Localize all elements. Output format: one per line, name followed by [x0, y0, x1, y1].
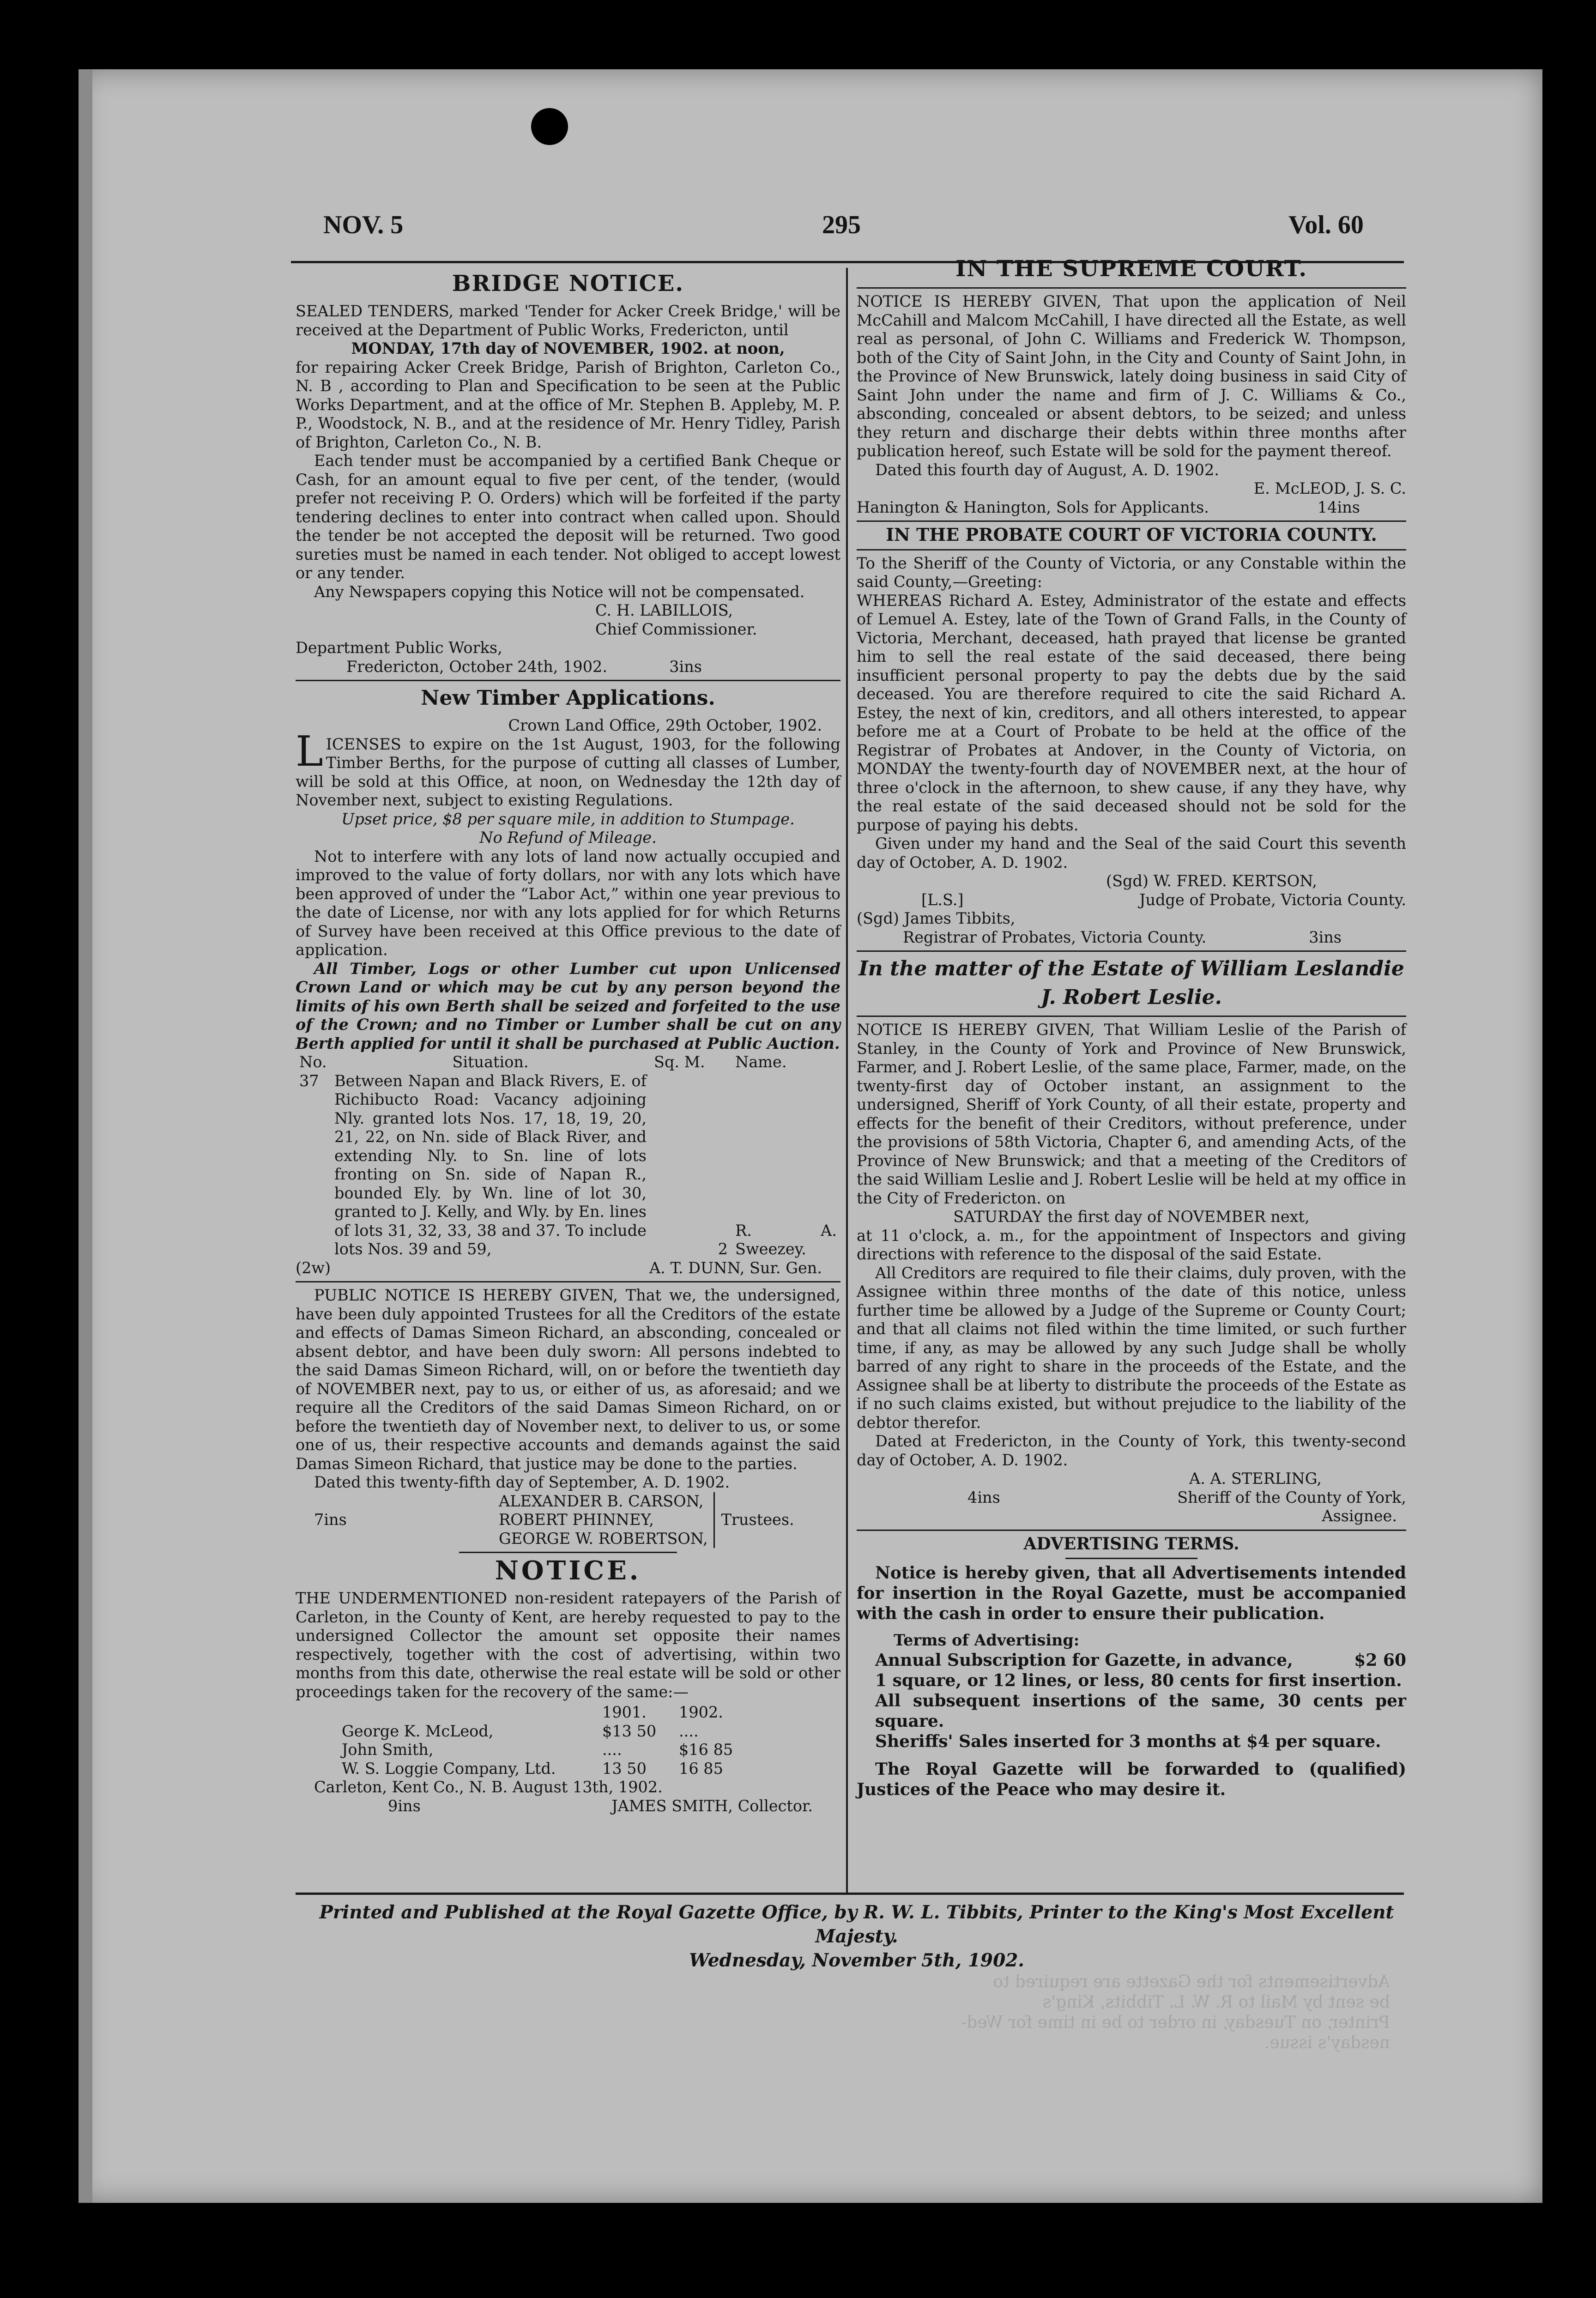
timber-berth-table: [296, 1053, 840, 1259]
bridge-insertions: 3ins: [669, 657, 702, 676]
leslie-assignee: Assignee.: [1322, 1507, 1397, 1525]
leslie-sheriff-title: Sheriff of the County of York,: [1177, 1488, 1406, 1506]
table-row: [296, 1722, 840, 1741]
amount-1901: ....: [602, 1741, 622, 1759]
probate-seal: [L.S.]: [921, 890, 964, 909]
subscription-price: $2 60: [1354, 1650, 1406, 1670]
bridge-department: Department Public Works,: [296, 639, 502, 657]
imprint-line-2: Wednesday, November 5th, 1902.: [689, 1950, 1024, 1971]
timber-intro: LICENSES to expire on the 1st August, 1903, for the following Timber Berths, for the purpose of cutting all classes of Lumber, will be sold at this Office, at noon, on Wednesday the 12th day of November next, subject to existing Regulations.: [296, 727, 840, 809]
leslie-meeting-purpose: at 11 o'clock, a. m., for the appointment of Inspectors and giving directions with reference to the disposal of the said Estate.: [857, 1226, 1406, 1263]
advertising-rate-subsequent: All subsequent insertions of the same, 30 cents per square.: [875, 1691, 1406, 1731]
trustees-role: Trustees.: [721, 1511, 794, 1529]
table-header-row: [296, 1703, 840, 1722]
probate-judge-title: Judge of Probate, Victoria County.: [1139, 890, 1406, 909]
trustees-insertions: 7ins: [314, 1511, 347, 1529]
timber-weeks: (2w): [296, 1258, 331, 1277]
probate-greeting: To the Sheriff of the County of Victoria, or any Constable within the said County,—Greeting:: [857, 554, 1406, 591]
column-rule: [846, 268, 848, 1893]
ratepayer-table: [296, 1703, 840, 1778]
trustee-name: ALEXANDER B. CARSON,: [499, 1492, 704, 1510]
advertising-title: ADVERTISING TERMS.: [1023, 1534, 1239, 1554]
leslie-dated: Dated at Fredericton, in the County of York, this twenty-second day of October, A. D. 1902.: [857, 1432, 1406, 1469]
advertising-justices: The Royal Gazette will be forwarded to (qualified) Justices of the Peace who may desire it.: [857, 1759, 1406, 1799]
trustees-dated: Dated this twenty-fifth day of September, A. D. 1902.: [314, 1473, 730, 1491]
leslie-title-line-2: J. Robert Leslie.: [1041, 986, 1222, 1009]
leslie-title-line-1: In the matter of the Estate of William Leslandie: [858, 957, 1404, 980]
berth-square-miles: 2: [718, 1240, 728, 1258]
supreme-court-solicitors: Hanington & Hanington, Sols for Applicants.: [857, 498, 1209, 516]
leslie-meeting-date: SATURDAY the first day of NOVEMBER next,: [953, 1208, 1310, 1226]
leslie-notice: NOTICE IS HEREBY GIVEN, That William Leslie of the Parish of Stanley, in the County of York and Province of New Brunswick, Farmer, and J. Robert Leslie, of the same place, Farmer, made, on the twenty-first day of October instant, an assignment to the undersigned, Sheriff of York County, of all their estate, property and effects for the benefit of their Creditors, without preference, under the provisions of 58th Victoria, Chapter 6, and amending Acts, of the Province of New Brunswick; and that a meeting of the Creditors of the said William Leslie and J. Robert Leslie will be held at my office in the City of Fredericton. on: [857, 1021, 1406, 1207]
supreme-court-title: IN THE SUPREME COURT.: [955, 256, 1308, 282]
table-header-row: [296, 1053, 840, 1072]
footer-rule: [296, 1893, 1404, 1895]
column-header: Situation.: [452, 1053, 529, 1071]
imprint-line-1: Printed and Published at the Royal Gazette Office, by R. W. L. Tibbits, Printer to the King's Most Excellent Majesty.: [319, 1902, 1394, 1947]
divider: [857, 287, 1406, 289]
ratepayer-name: W. S. Loggie Company, Ltd.: [342, 1759, 556, 1778]
year-header: 1902.: [679, 1703, 723, 1721]
timber-title: New Timber Applications.: [421, 686, 715, 710]
divider: [296, 1281, 840, 1282]
bridge-signatory-title: Chief Commissioner.: [595, 620, 757, 638]
notice-insertions: 9ins: [388, 1796, 421, 1815]
volume-number: Vol. 60: [1288, 211, 1364, 239]
notice-body: THE UNDERMENTIONED non-resident ratepayers of the Parish of Carleton, in the County of Kent, are hereby requested to pay to the undersigned Collector the amount set opposite their names respectively, together with the cost of advertising, within two months from this date, otherwise the real estate will be sold or other proceedings taken for the recovery of the same:—: [296, 1589, 840, 1701]
advertising-rate-sheriffs: Sheriffs' Sales inserted for 3 months at $4 per square.: [875, 1731, 1381, 1751]
timber-upset-price: Upset price, $8 per square mile, in addition to Stumpage.: [341, 810, 795, 828]
subscription-label: Annual Subscription for Gazette, in advance,: [875, 1650, 1293, 1670]
amount-1902: $16 85: [679, 1741, 733, 1759]
divider: [857, 520, 1406, 522]
left-column: [296, 268, 840, 1815]
trustees-notice: PUBLIC NOTICE IS HEREBY GIVEN, That we, the undersigned, have been duly appointed Trustees for all the Creditors of the estate and effects of Damas Simeon Richard, an absconding, concealed or absent debtor, and have been duly sworn: All persons indebted to the said Damas Simeon Richard, will, on or before the twentieth day of NOVEMBER next, pay to us, or either of us, as aforesaid; and we require all the Creditors of the said Damas Simeon Richard, on or before the twentieth day of November next, to deliver to us, or some one of us, their respective accounts and demands against the said Damas Simeon Richard, that justice may be done to the parties.: [296, 1286, 840, 1473]
trustee-name: ROBERT PHINNEY,: [499, 1511, 654, 1529]
bridge-notice-date: MONDAY, 17th day of NOVEMBER, 1902. at noon,: [351, 339, 785, 357]
divider: [1065, 1558, 1197, 1559]
divider: [857, 950, 1406, 952]
amount-1902: ....: [679, 1722, 699, 1740]
bridge-notice-intro: SEALED TENDERS, marked 'Tender for Acker Creek Bridge,' will be received at the Department of Public Works, Fredericton, until: [296, 302, 840, 339]
punch-hole: [531, 108, 568, 145]
column-header: Sq. M.: [654, 1053, 705, 1071]
trustee-name: GEORGE W. ROBERTSON,: [499, 1529, 708, 1548]
bridge-signatory: C. H. LABILLOIS,: [595, 601, 733, 619]
bridge-notice-body: for repairing Acker Creek Bridge, Parish of Brighton, Carleton Co., N. B , according to Plan and Specification to be seen at the Public Works Department, and at the office of Mr. Stephen B. Appleby, M. P. P., Woodstock, N. B., and at the residence of Mr. Henry Tidley, Parish of Brighton, Carleton Co., N. B.: [296, 358, 840, 451]
divider: [857, 1530, 1406, 1531]
divider: [459, 1552, 677, 1553]
divider: [857, 1016, 1406, 1017]
amount-1901: $13 50: [602, 1722, 657, 1740]
berth-number: 37: [299, 1071, 319, 1090]
notice-title: NOTICE.: [495, 1555, 641, 1586]
probate-registrar: (Sgd) James Tibbits,: [857, 909, 1016, 927]
supreme-court-notice: NOTICE IS HEREBY GIVEN, That upon the application of Neil McCahill and Malcom McCahill, I have directed all the Estate, as well real as personal, of John C. Williams and Frederick W. Thompson, both of the City of Saint John, in the City and County of Saint John, in the Province of New Brunswick, lately doing business in said City of Saint John under the name and firm of J. C. Williams & Co., absconding, concealed or absent debtors, to be seized; and unless they return and discharge their debts within three months after publication hereof, such Estate will be sold for the payment thereof.: [857, 292, 1406, 460]
probate-given: Given under my hand and the Seal of the said Court this seventh day of October, A. D. 1902.: [857, 835, 1406, 871]
amount-1901: 13 50: [602, 1759, 647, 1778]
column-header: No.: [299, 1053, 327, 1071]
divider: [296, 680, 840, 681]
timber-no-refund: No Refund of Mileage.: [479, 828, 657, 847]
probate-body: WHEREAS Richard A. Estey, Administrator of the estate and effects of Lemuel A. Estey, late of the Town of Grand Falls, in the County of Victoria, Merchant, deceased, hath prayed that license be granted him to sell the real estate of the said deceased, there being insufficient personal property to pay the debts due by the said deceased. You are therefore required to cite the said Richard A. Estey, the next of kin, creditors, and all others interested, to appear before me at a Court of Probate to be held at the office of the Registrar of Probates at Andover, in the County of Victoria, on MONDAY the twenty-fourth day of NOVEMBER next, at the hour of three o'clock in the afternoon, to shew cause, if any they have, why the real estate of the said deceased should not be sold for the purpose of paying his debts.: [857, 591, 1406, 834]
berth-situation: Between Napan and Black Rivers, E. of Richibucto Road: Vacancy adjoining Nly. granted lots Nos. 17, 18, 19, 20, 21, 22, on Nn. side of Black River, and extending Nly. to Sn. line of lots fronting on Sn. side of Napan R., bounded Ely. by Wn. line of lot 30, granted to J. Kelly, and Wly. by En. lines of lots 31, 32, 33, 38 and 37. To include lots Nos. 39 and 59,: [334, 1071, 647, 1258]
timber-office: Crown Land Office, 29th October, 1902.: [508, 716, 822, 734]
table-row: [296, 1072, 840, 1259]
page-number: 295: [822, 211, 861, 239]
probate-title: IN THE PROBATE COURT OF VICTORIA COUNTY.: [886, 524, 1377, 545]
bridge-notice-newspapers: Any Newspapers copying this Notice will not be compensated.: [314, 582, 805, 601]
leslie-sheriff: A. A. STERLING,: [1189, 1470, 1322, 1488]
berth-applicant: R. A. Sweezey.: [735, 1221, 837, 1258]
probate-insertions: 3ins: [1309, 928, 1342, 946]
supreme-court-insertions: 14ins: [1317, 498, 1360, 516]
amount-1902: 16 85: [679, 1759, 723, 1778]
supreme-court-judge: E. McLEOD, J. S. C.: [1253, 479, 1406, 497]
bridge-notice-terms: Each tender must be accompanied by a certified Bank Cheque or Cash, for an amount equal to five per cent, of the tender, (would prefer not receiving P. O. Orders) which will be forfeited if the party tendering declines to enter into contract when called upon. Should the tender be not accepted the deposit will be returned. Two good sureties must be named in each tender. Not obliged to accept lowest or any tender.: [296, 452, 840, 582]
bridge-place-date: Fredericton, October 24th, 1902.: [346, 657, 608, 676]
table-row: [296, 1760, 840, 1778]
probate-judge: (Sgd) W. FRED. KERTSON,: [1106, 872, 1318, 890]
running-head: [240, 210, 1385, 252]
leslie-creditors: All Creditors are required to file their claims, duly proven, with the Assignee within three months of the date of this notice, unless further time be allowed by a Judge of the Supreme or County Court; and that all claims not filed within the time limited, or such further time, if any, as may be allowed by any such Judge shall be wholly barred of any right to share in the proceeds of the Estate, and the Assignee shall be at liberty to distribute the proceeds of the Estate as if no such claims existed, but without prejudice to the liability of the debtor therefor.: [857, 1264, 1406, 1432]
ratepayer-name: John Smith,: [342, 1741, 434, 1759]
show-through-text: Advertisements for the Gazette are required to be sent by Mail to R. W. L. Tibbits, King's Printer, on Tuesday, in order to be in time for Wed- nesday's issue.: [961, 1972, 1390, 2052]
timber-conditions: Not to interfere with any lots of land now actually occupied and improved to the value of forty dollars, nor with any lots which have been approved of under the “Labor Act,” within one year previous to the date of License, nor with any lots applied for for which Returns of Survey have been received at this Office previous to the date of application.: [296, 847, 840, 959]
year-header: 1901.: [602, 1703, 647, 1721]
divider: [857, 549, 1406, 550]
advertising-rate-first: 1 square, or 12 lines, or less, 80 cents for first insertion.: [875, 1670, 1402, 1690]
right-column: [857, 253, 1406, 1800]
notice-place-date: Carleton, Kent Co., N. B. August 13th, 1902.: [314, 1778, 663, 1796]
ratepayer-name: George K. McLeod,: [342, 1722, 494, 1740]
advertising-notice: Notice is hereby given, that all Advertisements intended for insertion in the Royal Gazette, must be accompanied with the cash in order to ensure their publication.: [857, 1563, 1406, 1623]
probate-registrar-title: Registrar of Probates, Victoria County.: [903, 928, 1207, 946]
advertising-terms-title: Terms of Advertising:: [894, 1631, 1080, 1649]
timber-signatory: A. T. DUNN, Sur. Gen.: [649, 1258, 822, 1277]
supreme-court-dated: Dated this fourth day of August, A. D. 1902.: [875, 460, 1219, 479]
column-header: Name.: [735, 1053, 787, 1071]
leslie-insertions: 4ins: [967, 1488, 1000, 1506]
imprint: [305, 1900, 1409, 1972]
table-row: [296, 1741, 840, 1760]
issue-date: NOV. 5: [323, 211, 404, 239]
timber-warning: All Timber, Logs or other Lumber cut upon Unlicensed Crown Land or which may be cut by any person beyond the limits of his own Berth shall be seized and forfeited to the use of the Crown; and no Timber or Lumber shall be cut on any Berth applied for until it shall be purchased at Public Auction.: [296, 959, 840, 1052]
notice-signatory: JAMES SMITH, Collector.: [611, 1796, 813, 1815]
bridge-notice-title: BRIDGE NOTICE.: [452, 271, 684, 296]
